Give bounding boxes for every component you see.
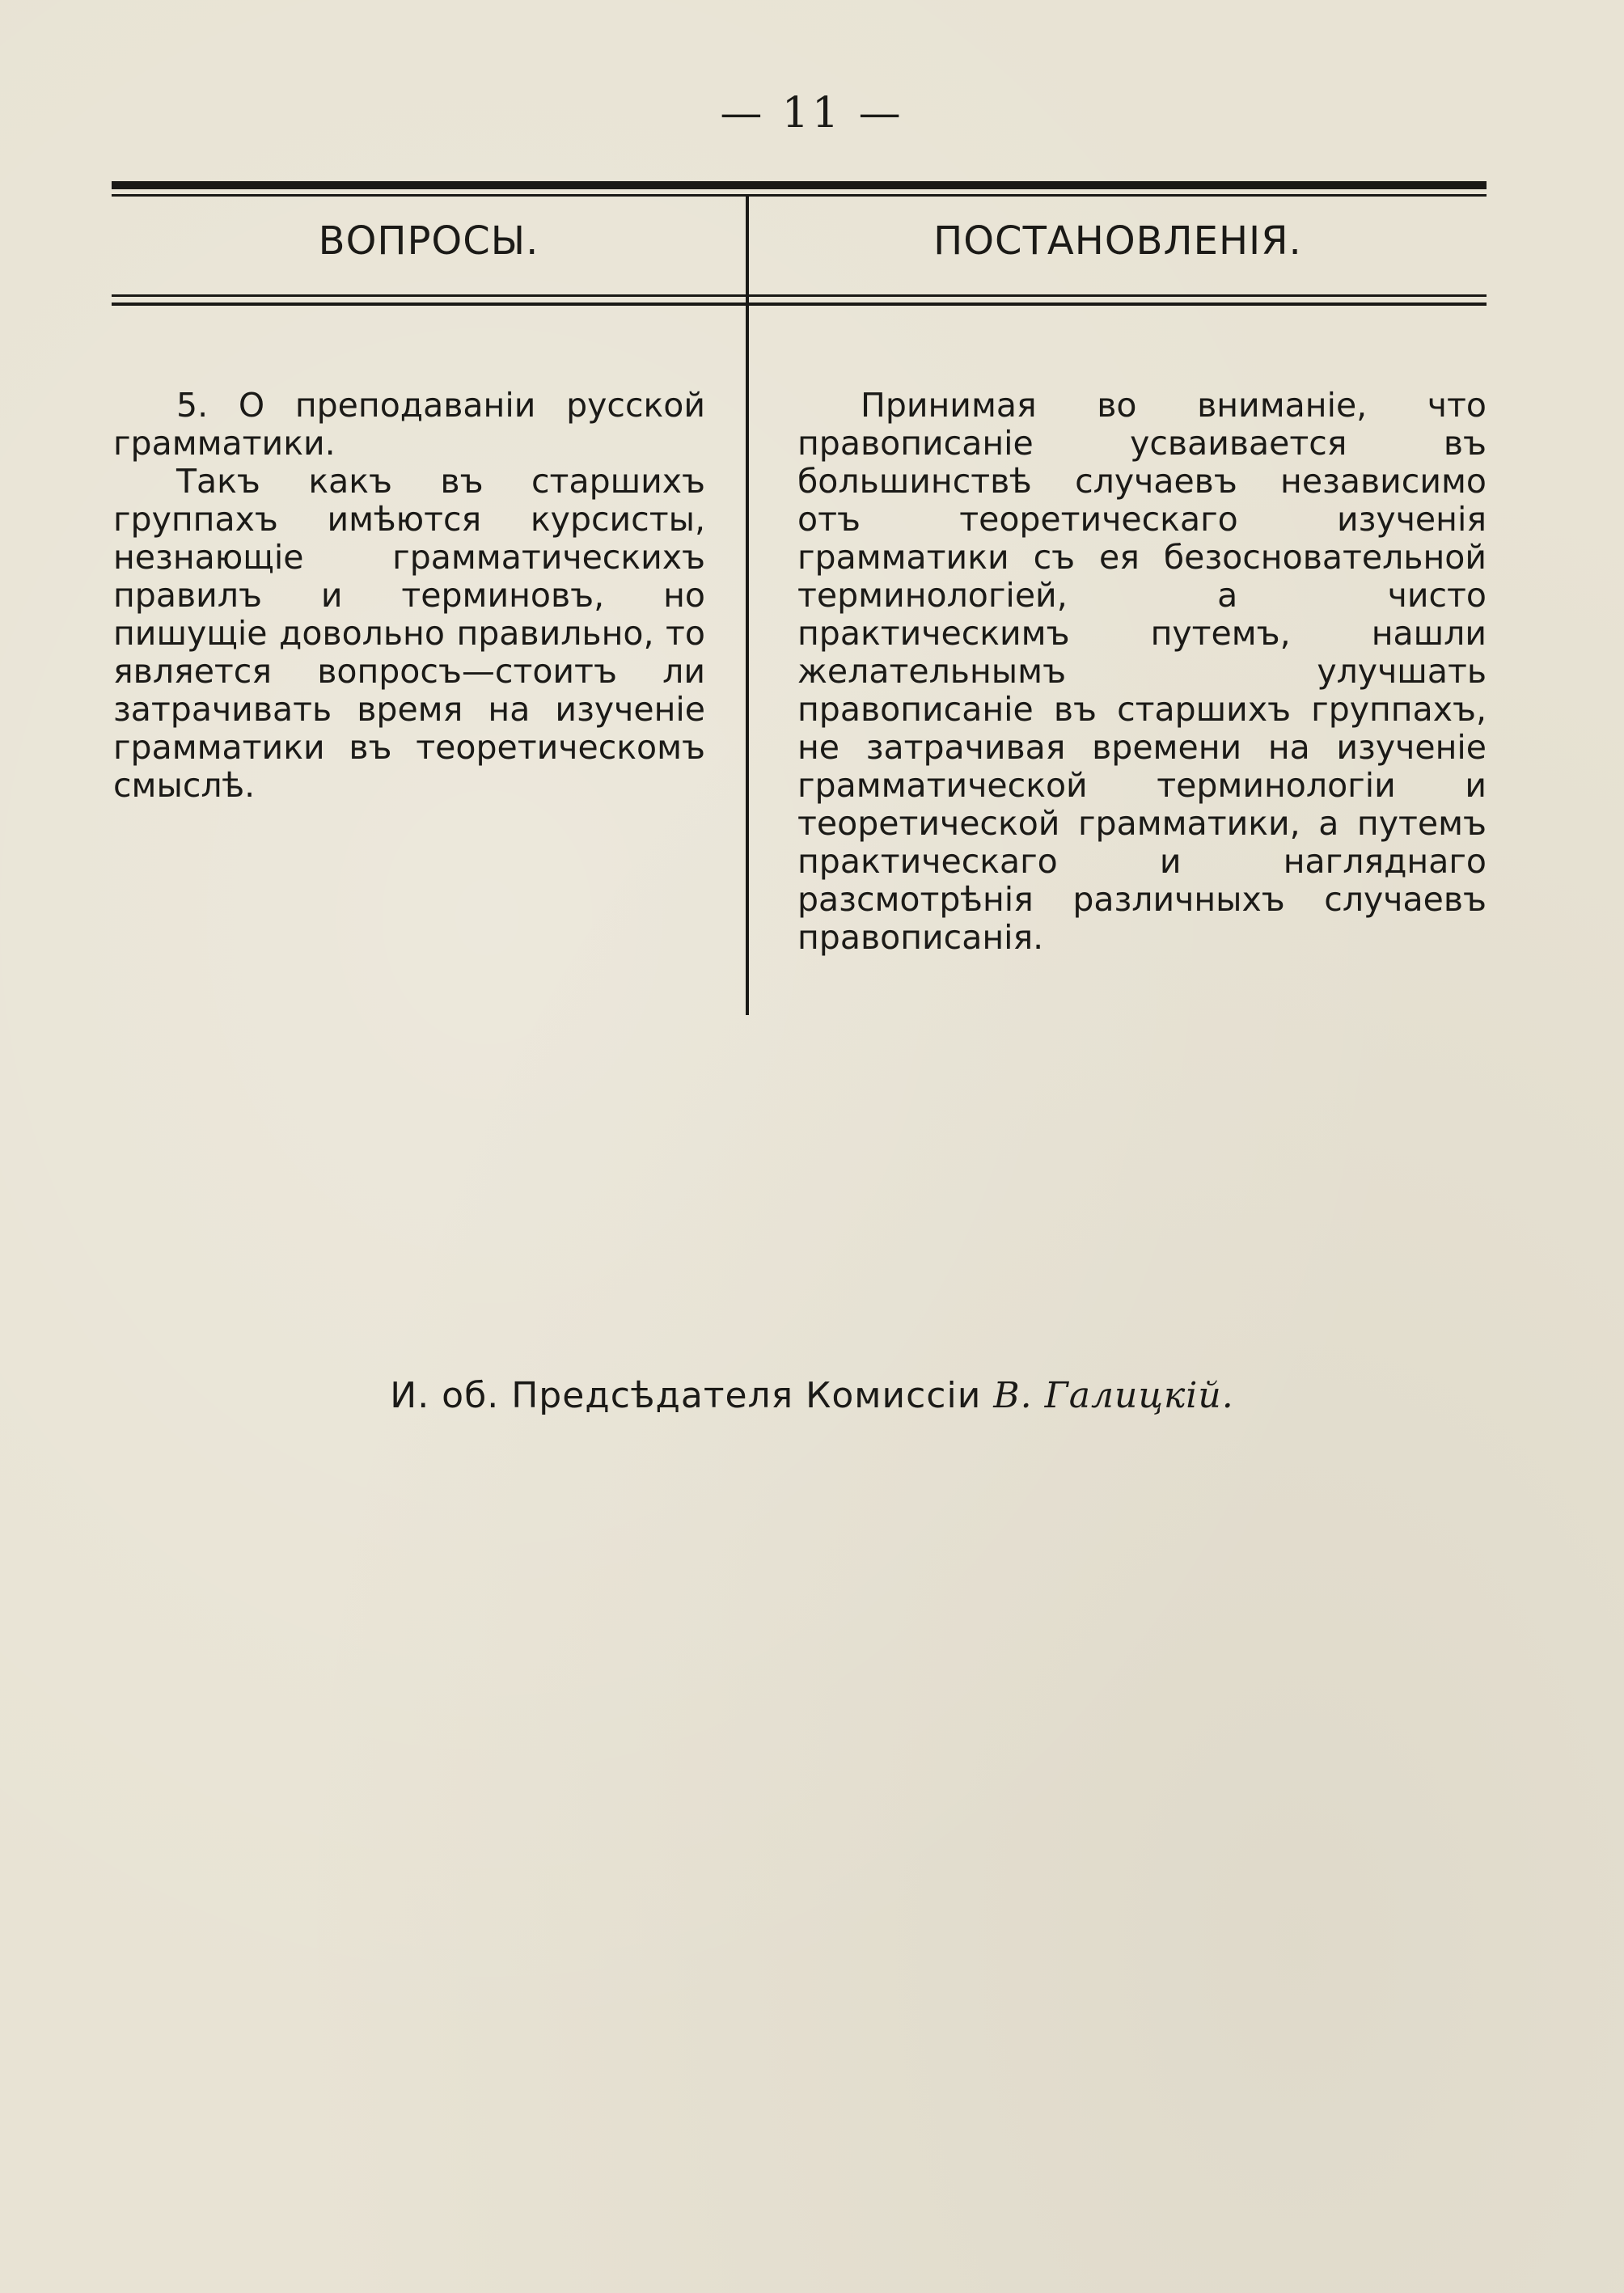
header-rule-thin [112, 294, 1487, 297]
question-column [113, 387, 705, 805]
page-number: — 11 — [720, 89, 904, 137]
column-header-resolutions: ПОСТАНОВЛЕНІЯ. [933, 218, 1302, 264]
top-rule-thick [112, 181, 1487, 189]
resolution-column [797, 387, 1487, 957]
signature-name: В. Галицкій. [993, 1375, 1234, 1416]
header-rule-thick [112, 302, 1487, 306]
top-rule-thin [112, 194, 1487, 197]
column-header-questions: ВОПРОСЫ. [318, 218, 539, 264]
signature-prefix: И. об. Предсѣдателя Комиссіи [390, 1375, 982, 1416]
question-body: Такъ какъ въ старшихъ группахъ имѣются курсисты, незнающіе грамматическихъ правилъ и терминовъ, но пишущіе довольно правильно, то является вопросъ—стоитъ ли затрачивать время на изученіе грамматики въ теоретическомъ смыслѣ. [113, 462, 705, 805]
column-divider [746, 197, 749, 1015]
signature-line [0, 1375, 1624, 1416]
question-title: 5. О преподаваніи русской грамматики. [113, 386, 705, 463]
resolution-body: Принимая во вниманіе, что правописаніе усваивается въ большинствѣ случаевъ независимо отъ теоретическаго изученія грамматики съ ея безосновательной терминологіей, а чисто практическимъ путемъ, нашли желательнымъ улучшать правописаніе въ старшихъ группахъ, не затрачивая времени на изученіе грамматической терминологіи и теоретической грамматики, а путемъ практическаго и нагляднаго разсмотрѣнія различныхъ случаевъ правописанія. [797, 386, 1487, 957]
